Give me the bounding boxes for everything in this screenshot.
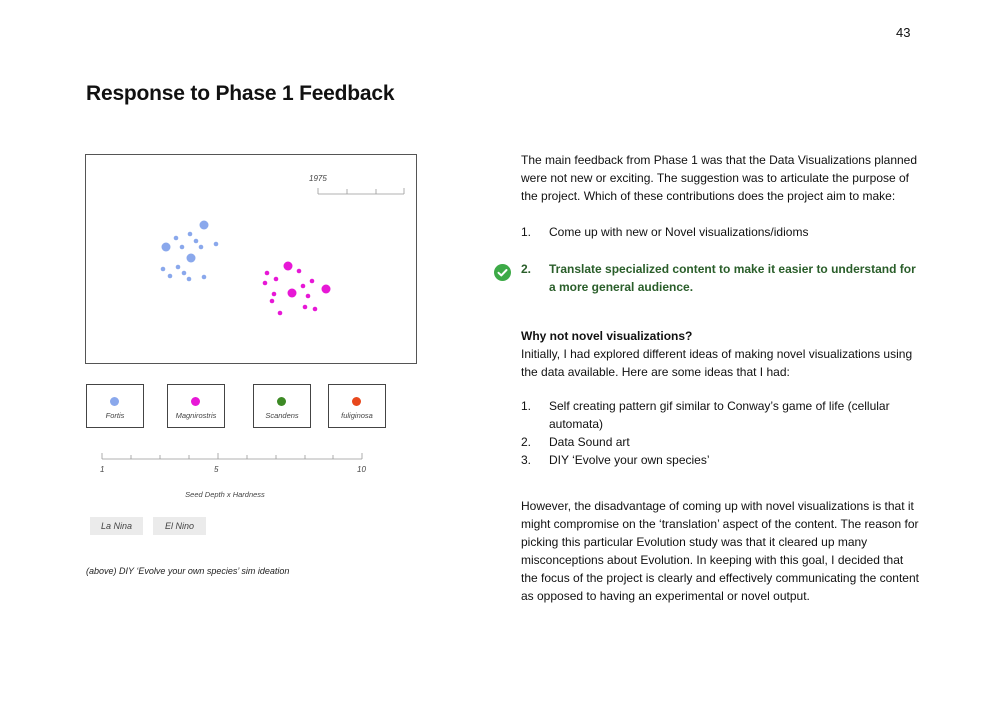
magnirostris-dot [265, 271, 270, 276]
list-item-text: Data Sound art [549, 435, 630, 449]
why-paragraph: Initially, I had explored different ideas of making novel visualizations using the data available. Here are some ideas that I had: [521, 347, 913, 379]
fortis-dot [162, 243, 171, 252]
magnirostris-dot [322, 285, 331, 294]
fortis-dot-icon [110, 397, 119, 406]
magnirostris-dot [270, 299, 275, 304]
why-heading: Why not novel visualizations? [521, 329, 693, 343]
timeline-scale [318, 188, 404, 194]
population-scatter [86, 155, 418, 365]
selected-goal-list [521, 260, 921, 296]
magnirostris-dot [288, 289, 297, 298]
scale-axis-label: Seed Depth x Hardness [185, 490, 265, 499]
intro-paragraph: The main feedback from Phase 1 was that the Data Visualizations planned were not new or exciting. The suggestion was to articulate the purpose of the project. Which of these contributions does the project aim to make: [521, 153, 918, 203]
list-item [521, 223, 921, 241]
list-number: 3. [521, 453, 532, 467]
magnirostris-dot [313, 307, 318, 312]
fortis-dot [161, 267, 166, 272]
species-name: Scandens [265, 411, 299, 420]
fortis-dot [214, 242, 219, 247]
el-nino-button[interactable]: El Nino [153, 517, 206, 535]
checkmark-icon [494, 264, 511, 281]
fortis-dot [187, 254, 196, 263]
list-item-selected [521, 260, 921, 296]
list-item [521, 433, 921, 451]
seed-scale-slider[interactable] [95, 450, 375, 505]
species-toggle-fuliginosa[interactable] [328, 384, 386, 428]
ideas-list [521, 397, 921, 469]
magnirostris-cluster [263, 262, 331, 316]
magnirostris-dot [306, 294, 311, 299]
species-name: Magnirostris [175, 411, 217, 420]
species-toggle-fortis[interactable] [86, 384, 144, 428]
fortis-dot [182, 271, 187, 276]
scandens-dot-icon [277, 397, 286, 406]
page-number: 43 [896, 25, 911, 40]
seed-scale-ticks [95, 450, 375, 470]
figure-caption: (above) DIY ‘Evolve your own species’ sim ideation [86, 566, 290, 576]
fortis-dot [199, 245, 204, 250]
scale-mid-label: 5 [214, 465, 219, 474]
species-name: Fortis [105, 411, 125, 420]
species-name: fuliginosa [341, 411, 373, 420]
scale-min-label: 1 [100, 465, 105, 474]
page-title: Response to Phase 1 Feedback [86, 82, 395, 105]
list-item [521, 397, 921, 433]
conclusion-paragraph: However, the disadvantage of coming up with novel visualizations is that it might compromise on the ‘translation’ aspect of the content. The reason for picking this particular Evolution study was that it cleared up many misconceptions about Evolution. In keeping with this goal, I decided that the focus of the project is clearly and effectively communicating the content as opposed to having an experimental or novel output. [521, 499, 919, 603]
list-number: 2. [521, 262, 532, 276]
scale-max-label: 10 [357, 465, 366, 474]
fortis-dot [180, 245, 185, 250]
magnirostris-dot [263, 281, 268, 286]
magnirostris-dot [272, 292, 277, 297]
fortis-dot [174, 236, 179, 241]
magnirostris-dot [278, 311, 283, 316]
list-number: 1. [521, 399, 532, 413]
magnirostris-dot [274, 277, 279, 282]
species-toggle-magnirostris[interactable] [167, 384, 225, 428]
fortis-dot [188, 232, 193, 237]
la-nina-button[interactable]: La Nina [90, 517, 143, 535]
list-item-text: Self creating pattern gif similar to Conway’s game of life (cellular automata) [549, 399, 890, 431]
fortis-dot [200, 221, 209, 230]
fortis-dot [176, 265, 181, 270]
list-number: 1. [521, 225, 532, 239]
fortis-dot [202, 275, 207, 280]
list-item-text: Translate specialized content to make it easier to understand for a more general audience. [549, 262, 916, 294]
fortis-dot [194, 239, 199, 244]
fortis-cluster [161, 221, 219, 282]
magnirostris-dot [297, 269, 302, 274]
year-label: 1975 [309, 174, 327, 183]
species-toggle-scandens[interactable] [253, 384, 311, 428]
magnirostris-dot [301, 284, 306, 289]
magnirostris-dot-icon [191, 397, 200, 406]
goal-list [521, 223, 921, 241]
magnirostris-dot [310, 279, 315, 284]
magnirostris-dot [303, 305, 308, 310]
fortis-dot [187, 277, 192, 282]
fuliginosa-dot-icon [352, 397, 361, 406]
fortis-dot [168, 274, 173, 279]
list-number: 2. [521, 435, 532, 449]
list-item-text: DIY ‘Evolve your own species’ [549, 453, 710, 467]
magnirostris-dot [284, 262, 293, 271]
list-item-text: Come up with new or Novel visualizations/idioms [549, 225, 809, 239]
simulation-frame [85, 154, 417, 364]
list-item [521, 451, 921, 469]
